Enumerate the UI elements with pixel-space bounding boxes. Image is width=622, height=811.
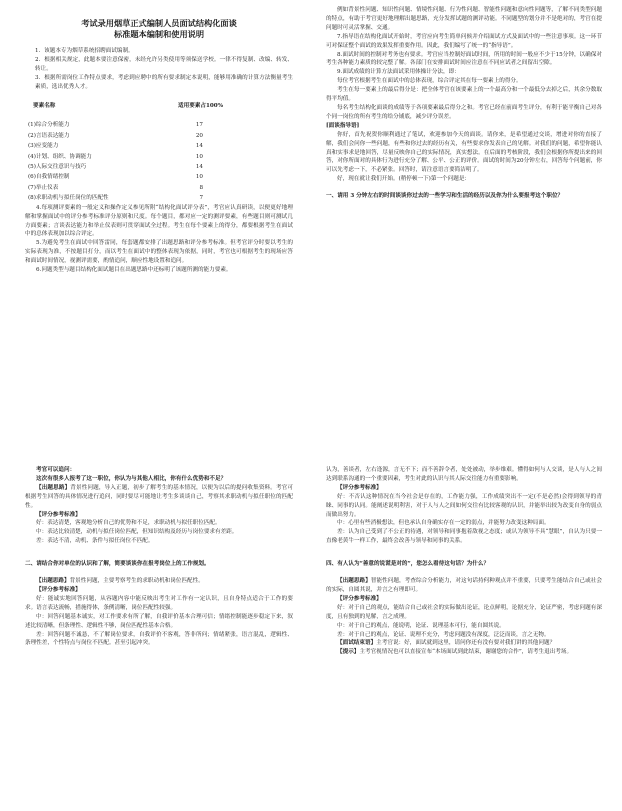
rule-item: 3．根据所需岗位工作特点要求，考虑到应聘中的所有要求制定本说明，能够用准确的计算方法衡量考生素质，选出优秀人才。 <box>35 74 293 90</box>
idea-text: 背景性问题，主要考察考生的求职动机和岗位匹配性。 <box>69 578 204 585</box>
page4-content <box>326 466 602 657</box>
page-top-right <box>311 0 622 405</box>
element-name: (8)求职动机与拟任岗位的匹配性 <box>28 195 109 202</box>
element-row <box>28 141 203 151</box>
ref-label: 【评分参考标准】 <box>36 511 81 518</box>
body-paragraph: 考生在每一要素上的最后得分是：把全体考官在该要素上的一个最高分和一个最低分去掉之后，其余分数取得平均值。 <box>326 87 602 103</box>
doc-title-line1: 考试录用烟草正式编制人员面试结构化面谈 <box>81 18 237 28</box>
element-weight: 10 <box>195 153 203 160</box>
ref-item: 中：对于自己的观点，能说明，论证、说理基本可行，能自圆其说。 <box>337 622 505 629</box>
followup-question: 这次有很多人报考了这一职位，你认为与其他人相比，你有什么优势和不足？ <box>36 475 227 482</box>
element-weight: 14 <box>195 164 203 171</box>
rule-item: 1．该题本专为烟草系统招聘面试编制。 <box>35 48 134 54</box>
tip-label: 【提示】 <box>337 649 360 656</box>
element-name: (4)计划、组织、协调能力 <box>28 153 92 160</box>
idea-text: 背景性问题，导入正题，初步了解考生的基本情况，以便为以后的提问收集资料。考官可根据考生回答的具体情况进行追问，同时要尽可能地让考生多谈谈自己，考察其求职动机与拟任职位的匹配性。 <box>25 484 293 509</box>
ref-item: 好：对于自己的观点，能结合自己或社会的实际做出论证，论点鲜明，论据充分，论证严密，考虑问题有深度，且有独到的见解，言之成理。 <box>326 604 602 620</box>
ref-item: 中：心里有些消极想法，但也承认自身确实存在一定的弱点，并能努力改变这种局面。 <box>337 520 550 527</box>
element-row <box>28 193 203 203</box>
element-row <box>28 120 203 130</box>
element-name: (2)言语表达能力 <box>28 132 70 139</box>
element-weight: 20 <box>195 132 203 139</box>
body-paragraph: 8.面试时间的控制对考务也有要求。考官应当控制好面试时间，所用的时间一般应不少于15分钟，以确保对考生各种能力素质的较完整了解。各部门在安排面试时间应注意在不同应试者之间留出空隙。 <box>326 51 602 67</box>
element-row <box>28 183 203 193</box>
element-weight: 7 <box>199 195 203 202</box>
question-4: 四、有人认为“善意的说谎是对的”，您怎么看待这句话？为什么？ <box>326 561 490 568</box>
rule-item: 2．根据相关规定，此题本要注意保密，未经允许另类使用等须保送学校。一律不得复制、改编、转发、转让。 <box>35 56 293 72</box>
element-name-header: 要素名称 <box>33 102 56 109</box>
body-paragraph: 7.指导语在结构化面试开始时，考官应向考生简单问候并介绍面试方式及面试中的一些注意事项。这一环节可对保证整个面试的效果发挥重要作用。因此，我们编写了统一的“指导语”。 <box>326 33 602 49</box>
element-name: (7)举止仪表 <box>28 184 59 191</box>
idea-label: 【出题思路】 <box>36 578 70 585</box>
ref-item: 好：不否认这种情况在当今社会是存在的，工作能力强，工作成绩突出不一定(不是必然)会得到领导的青睐、同事的认同。能阐述说明利害，对于人与人之间如何交往有比较客观的认识，并能举出较为改变自身的弱点而做出努力。 <box>326 493 602 518</box>
closing-paragraph <box>326 639 602 648</box>
idea-label: 【出题思路】 <box>36 484 71 491</box>
page2-content <box>326 6 602 209</box>
body-paragraph: 例如背景性问题、知识性问题、情境性问题、行为性问题、智能性问题和意向性问题等，了解不同类型问题的特点，有助于考官更好地理解出题思路，充分发挥试题的测评功能。不同题型的划分并不是绝对的，考官在提问题时可灵活掌握、交通。 <box>326 7 602 31</box>
element-row <box>28 131 203 141</box>
followup-label: 考官可以追问： <box>36 467 76 473</box>
ref-label: 【评分参考标准】 <box>337 484 382 491</box>
element-weight: 17 <box>195 122 203 129</box>
body-paragraph: 4.每项测评要素的一般定义和操作定义参见所附“结构化面试评分表”，考官应认真研读，以便更好地理解和掌握面试中的评分参考标准评分原则和尺度。每个题目，都对应一定的测评要素，有些题目则可测试几方面要素；言谈表达能力和举止仪表则可贯穿面试全过程。考生在每个要素上的得分，都要根据考生在面试中的总体表现加以综合评定。 <box>25 204 293 238</box>
body-paragraph: 5.为避免考生在面试中回答雷同，每套题都安排了出题思路和评分参考标准。但考官评分时要以考生的实际表现为准，不按题目打分，而以考生在面试中的整体表现为依据，同时，考官也可根据考生的现场应答和面试时间情况，视测评需要，酌情追问，顺应性地设置和追问。 <box>25 240 293 265</box>
body-paragraph: 9.面试成绩的计算方法面试采用体操计分法，即： <box>337 69 460 76</box>
idea-paragraph <box>25 484 293 511</box>
ref-item: 中：回答问题基本诚实，对工作要求有所了解，自我评价基本合理可信；情绪控制能逐步稳定下来，叙述比较清晰，但条理性、逻辑性不够，岗位匹配性基本合格。 <box>25 613 293 629</box>
page-top-left <box>0 0 311 405</box>
ref-item: 差：回答问题不诚恳，不了解岗位要求，自我评价不客观，答非所问；情绪紧张，语言混乱，逻辑性、条理性差，个性特点与岗位不匹配。甚至引起冲突。 <box>25 631 293 647</box>
page1-content <box>25 18 293 275</box>
element-weight: 10 <box>195 174 203 181</box>
ref-item: 好：能诚实地回答问题，从容题内容中能反映出考生对工作有一定认识，且自身特点适合于工作的要求。语言表达流畅，措施得体，条例清晰，岗位匹配性较强。 <box>25 595 293 611</box>
question-1: 一、请用 3 分钟左右的时间谈谈你过去的一些学习和生活的经历以及你为什么要报考这个职位？ <box>326 193 564 200</box>
page-bottom-right <box>311 406 622 811</box>
element-row <box>28 172 203 182</box>
tip-text: 主考官视情况也可以直接宣布“本场面试到此结束，谢谢您的合作”，请考生退出考场。 <box>359 649 573 656</box>
idea-text: 智能性问题，考查综合分析能力，对这句话持何种观点并不重要，只要考生能结合自己或社会的实际，自圆其说，并言之有理即可。 <box>326 578 602 593</box>
tip-paragraph <box>326 648 602 657</box>
ref-item: 差：认为自己受到了不公正的待遇，对领导和同事抱着敌视之态度；或认为领导不具“慧眼”，自认为只要一直像老黄牛一样工作，最终会改善与领导和同事的关系。 <box>326 529 602 545</box>
element-name: (1)综合分析能力 <box>28 122 70 129</box>
question-2: 二、请结合你对单位的认识和了解，简要谈谈你在报考岗位上的工作规划。 <box>25 561 210 568</box>
element-row <box>28 152 203 162</box>
body-paragraph: 认为，善谈者，左右逢源，言无不下；而不善辞令者，处处被动，举步维艰。懂得如何与人交谈，是人与人之间达到联系沟通的一个重要因素，考生对此的认识与其人际交往能力有重要影响。 <box>326 467 602 482</box>
element-weight-header: 适用要素占100% <box>178 102 223 109</box>
closing-label: 【面试结束语】 <box>337 640 377 647</box>
guide-heading: [面谈指导语] <box>326 122 360 129</box>
body-paragraph: 每名考生结构化面谈的成绩等于各项要素最后得分之和。考官已经在前面考生评分，有利于能平衡自己对各个同一岗位的所有考生的给分铺底，减少评分误差。 <box>326 104 602 120</box>
body-paragraph: 每位考官根据考生在面试中的总体表现，综合评定其在每一要素上的得分。 <box>337 78 522 85</box>
element-row <box>28 162 203 172</box>
ref-item: 好：表达清楚，客观地分析自己的优势和不足，求职动机与拟任职位匹配。 <box>36 520 221 527</box>
body-paragraph: 6.问题类型与题目结构化面试题目在出题思路中还标明了该题所测的能力要素。 <box>36 267 232 274</box>
idea-label: 【出题思路】 <box>337 578 371 585</box>
doc-title-line2: 标准题本编制和使用说明 <box>113 29 205 39</box>
ref-label: 【评分参考标准】 <box>337 595 382 602</box>
idea-paragraph <box>25 577 293 586</box>
ref-label: 【评分参考标准】 <box>36 586 81 593</box>
page3-content <box>25 466 293 648</box>
elements-table-header <box>33 102 223 111</box>
idea-paragraph <box>326 577 602 595</box>
ref-item: 中：表达比较清楚，动机与拟任岗位匹配，但知识结构及经历与岗位要求有差距。 <box>36 529 238 536</box>
ref-item: 差：对于自己的观点，论证、说理不充分，考虑问题没有深度，泛泛而谈，言之无物。 <box>337 631 550 638</box>
closing-text: 主考官说：好，面试就到这里，请问你还有没有要对我们讲的其他问题？ <box>376 640 556 647</box>
element-name: (5)人际交往意识与技巧 <box>28 164 87 171</box>
element-weight: 14 <box>195 143 203 150</box>
page-bottom-left <box>0 406 311 811</box>
ref-item: 差：表达不清，动机、条件与拟任岗位不匹配。 <box>36 538 154 545</box>
guide-paragraph: 你好，首先祝贺你顺利通过了笔试，欢迎参加今天的面谈。请你来，是希望通过交谈，增进对你的直接了解，我们会问你一些问题，有些和你过去的经历有关，有些要求你发表自己的见解。对我们的问题，希望你能认真和实事求是地回答，尽量反映你自己的实际情况，真实想法。在后面的考核阶段，我们会根据你所提出来的回答，对你所面对的具体行为进行充分了解、公平、公正的评价。面试的时间为20分钟左右，回答每个问题前，你可以先考虑一下，不必紧张。回答时，请注意语言要简洁明了。 <box>326 131 602 174</box>
guide-paragraph: 好，现在就让我们开始。(稍停顿一下)第一个问题是： <box>337 176 471 183</box>
element-weight: 8 <box>199 184 203 191</box>
element-name: (3)应变能力 <box>28 143 59 150</box>
element-name: (6)自我情绪控制 <box>28 174 70 181</box>
